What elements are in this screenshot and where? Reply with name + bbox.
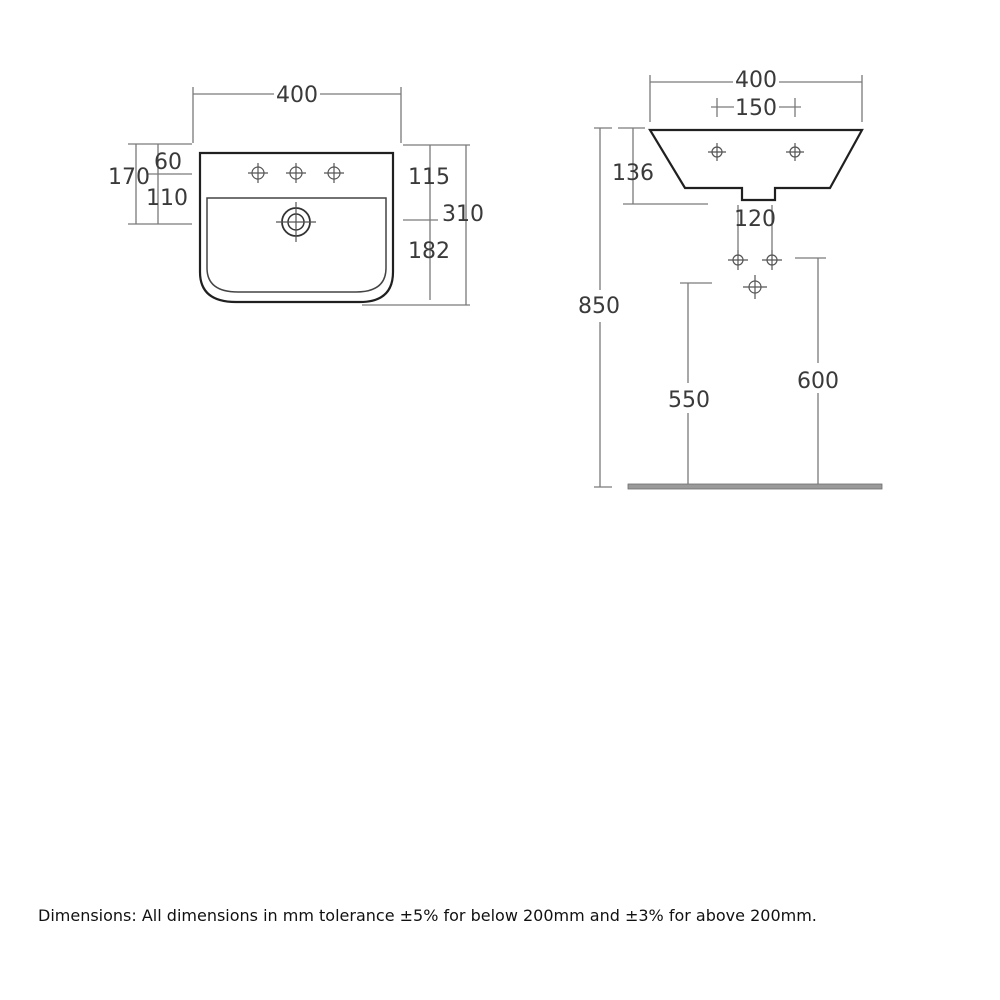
elevation-view xyxy=(578,68,882,489)
supply-height-label: 600 xyxy=(797,369,839,394)
plan-view xyxy=(108,83,484,305)
supply-right-icon xyxy=(762,250,782,270)
rim-height-label: 850 xyxy=(578,294,620,319)
waste-height-dimension xyxy=(680,283,712,487)
waste-height-label: 550 xyxy=(668,388,710,413)
supply-left-icon xyxy=(728,250,748,270)
depth-label: 310 xyxy=(442,202,484,227)
tap-offset-label: 60 xyxy=(154,150,182,175)
dimensions-footnote: Dimensions: All dimensions in mm tolerance ±5% for below 200mm and ±3% for above 200mm. xyxy=(38,906,817,925)
basin-elevation-outline xyxy=(650,130,862,200)
plan-width-label: 400 xyxy=(276,83,318,108)
floor-line xyxy=(628,484,882,489)
right-upper-label: 115 xyxy=(408,165,450,190)
waste-width-label: 120 xyxy=(734,207,776,232)
waste-point-icon xyxy=(743,275,767,299)
total-left-label: 170 xyxy=(108,165,150,190)
tap-centres-label: 150 xyxy=(735,96,777,121)
bowl-depth-label: 182 xyxy=(408,239,450,264)
basin-height-label: 136 xyxy=(612,161,654,186)
elevation-width-label: 400 xyxy=(735,68,777,93)
waste-offset-label: 110 xyxy=(146,186,188,211)
